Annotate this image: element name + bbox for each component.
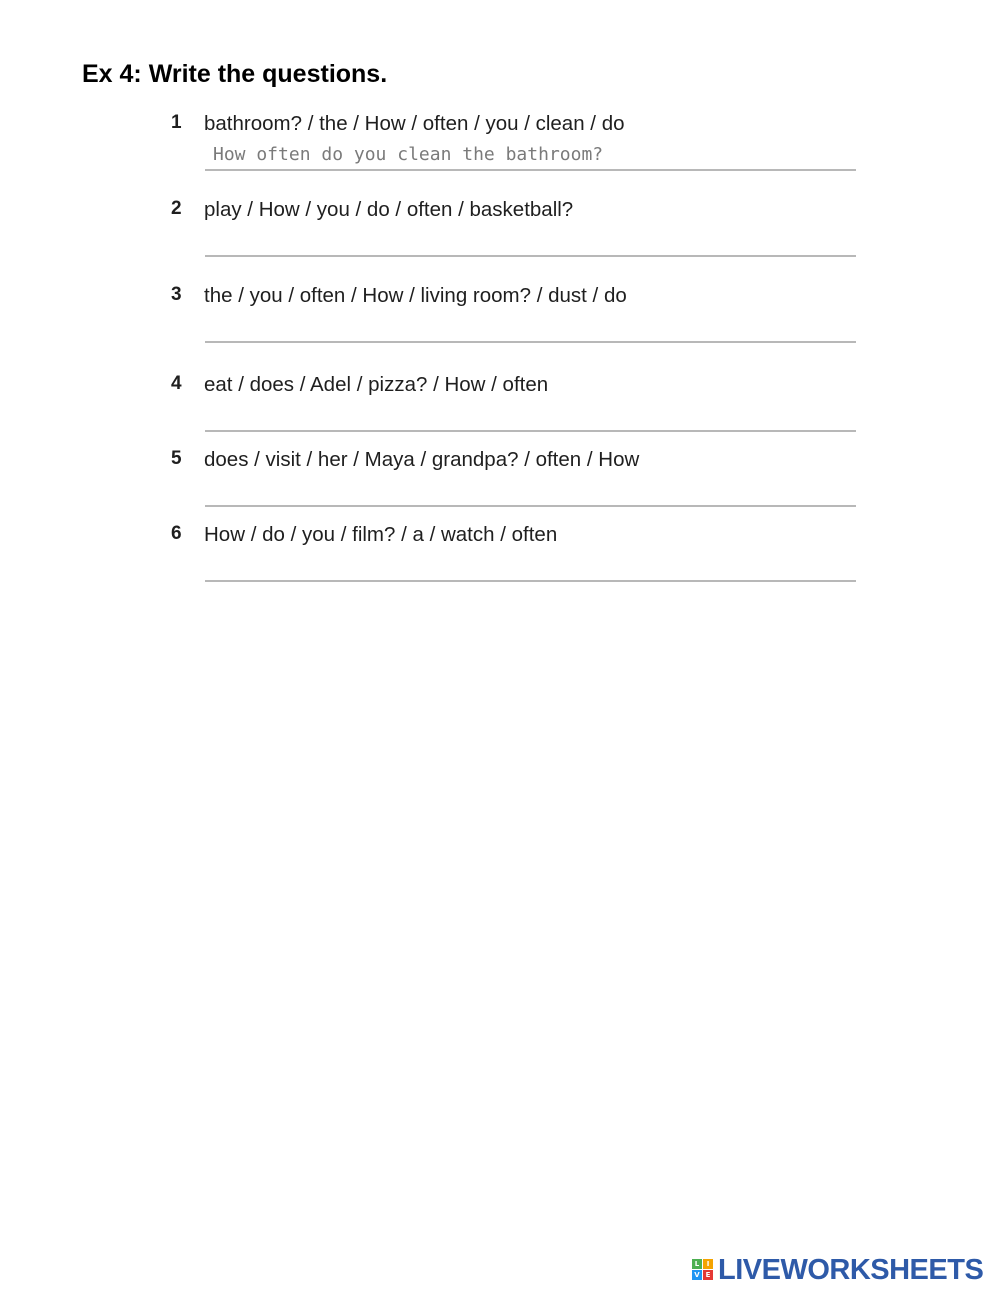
logo-mark-l: L (692, 1259, 702, 1269)
item-number: 2 (171, 198, 182, 219)
item-number: 1 (171, 112, 182, 133)
item-prompt: How / do / you / film? / a / watch / often (204, 523, 558, 546)
logo-mark-icon (692, 1259, 714, 1281)
liveworksheets-logo[interactable] (692, 1254, 983, 1286)
answer-input-4[interactable] (205, 400, 856, 432)
item-number: 3 (171, 284, 182, 305)
item-prompt: eat / does / Adel / pizza? / How / often (204, 373, 549, 396)
logo-text: LIVEWORKSHEETS (718, 1253, 984, 1286)
item-prompt: bathroom? / the / How / often / you / clean / do (204, 112, 625, 135)
item-prompt: play / How / you / do / often / basketball? (204, 198, 574, 221)
logo-mark-i: I (703, 1259, 713, 1269)
answer-input-6[interactable] (205, 550, 856, 582)
answer-input-3[interactable] (205, 311, 856, 343)
worksheet-title: Ex 4: Write the questions. (82, 60, 388, 88)
answer-input-2[interactable] (205, 225, 856, 257)
answer-input-1[interactable] (205, 139, 856, 171)
item-number: 4 (171, 373, 182, 394)
item-number: 5 (171, 448, 182, 469)
answer-input-5[interactable] (205, 475, 856, 507)
logo-mark-e: E (703, 1270, 713, 1280)
item-number: 6 (171, 523, 182, 544)
item-prompt: does / visit / her / Maya / grandpa? / often / How (204, 448, 640, 471)
logo-mark-v: V (692, 1270, 702, 1280)
item-prompt: the / you / often / How / living room? / dust / do (204, 284, 627, 307)
